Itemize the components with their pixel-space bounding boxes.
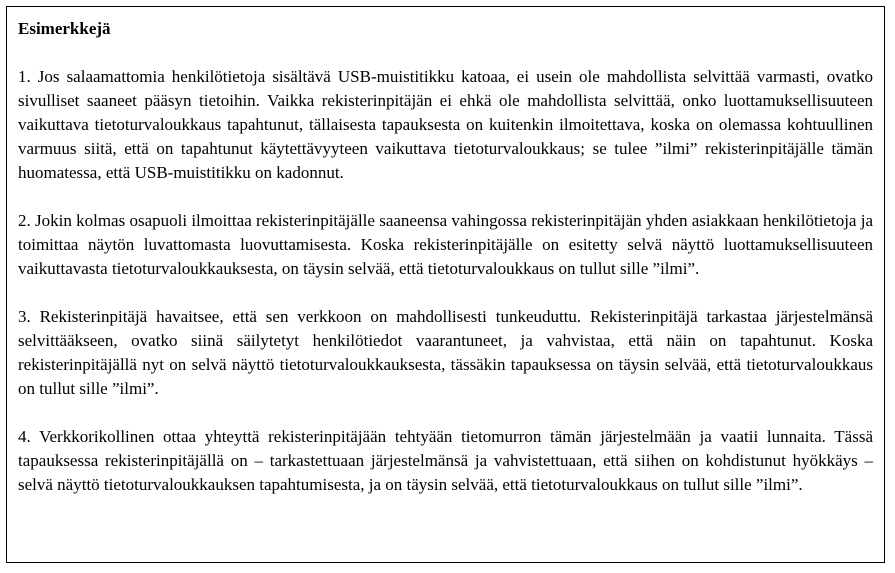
examples-heading: Esimerkkejä	[18, 19, 111, 38]
examples-box	[6, 6, 885, 563]
example-paragraph-2: 2. Jokin kolmas osapuoli ilmoittaa rekisterinpitäjälle saaneensa vahingossa rekisterinpitäjän yhden asiakkaan henkilötietoja ja toimittaa näytön luvattomasta luovuttamisesta. Koska rekisterinpitäjälle on esitetty selvä näyttö luottamuksellisuuteen vaikuttavasta tietoturvaloukkauksesta, on täysin selvää, että tietoturvaloukkaus on tullut sille ”ilmi”.	[18, 211, 873, 278]
example-paragraph-3: 3. Rekisterinpitäjä havaitsee, että sen verkkoon on mahdollisesti tunkeuduttu. Rekisterinpitäjä tarkastaa järjestelmänsä selvittääkseen, ovatko siinä säilytetyt henkilötiedot vaarantuneet, ja vahvistaa, että näin on tapahtunut. Koska rekisterinpitäjällä nyt on selvä näyttö tietoturvaloukkauksesta, tässäkin tapauksessa on täysin selvää, että tietoturvaloukkaus on tullut sille ”ilmi”.	[18, 307, 873, 398]
example-paragraph-1: 1. Jos salaamattomia henkilötietoja sisältävä USB-muistitikku katoaa, ei usein ole mahdollista selvittää varmasti, ovatko sivulliset saaneet pääsyn tietoihin. Vaikka rekisterinpitäjän ei ehkä ole mahdollista selvittää, onko luottamuksellisuuteen vaikuttava tietoturvaloukkaus tapahtunut, tällaisesta tapauksesta on kuitenkin ilmoitettava, koska on olemassa kohtuullinen varmuus siitä, että on tapahtunut käytettävyyteen vaikuttava tietoturvaloukkaus; se tulee ”ilmi” rekisterinpitäjälle tämän huomatessa, että USB-muistitikku on kadonnut.	[18, 67, 873, 182]
example-paragraph-4: 4. Verkkorikollinen ottaa yhteyttä rekisterinpitäjään tehtyään tietomurron tämän järjestelmään ja vaatii lunnaita. Tässä tapauksessa rekisterinpitäjällä on – tarkastettuaan järjestelmänsä ja vahvistettuaan, että siihen on kohdistunut hyökkäys – selvä näyttö tietoturvaloukkauksen tapahtumisesta, ja on täysin selvää, että tietoturvaloukkaus on tullut sille ”ilmi”.	[18, 427, 873, 494]
